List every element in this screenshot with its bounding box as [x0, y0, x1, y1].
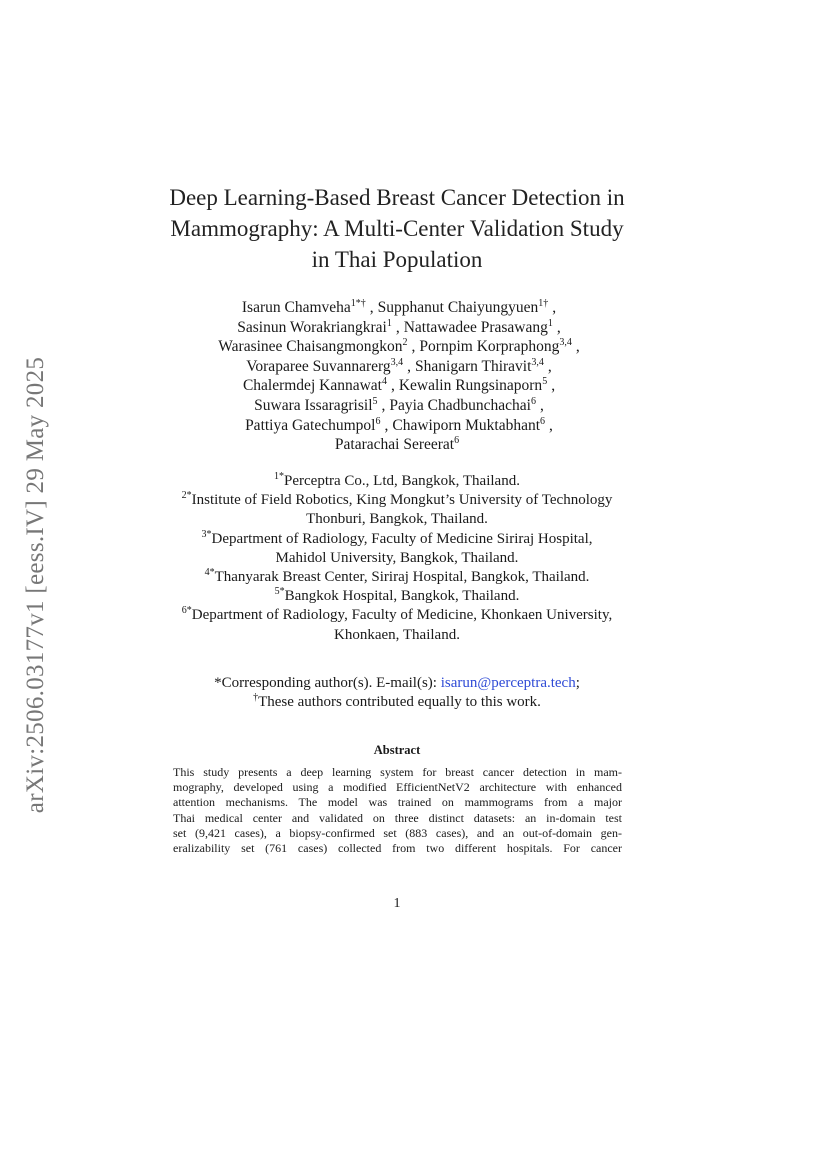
affiliation-text: Department of Radiology, Faculty of Medicine Siriraj Hospital, — [211, 530, 593, 547]
author-name — [389, 397, 536, 414]
author-line: Sasinun Worakriangkrai$^1$ , Nattawadee Prasawang$^1$ , — [237, 317, 561, 336]
affiliation-line — [130, 587, 664, 606]
author-affiliation-mark: 2 — [402, 337, 408, 349]
arxiv-identifier-stamp — [18, 330, 54, 840]
author-name — [245, 417, 380, 434]
author-affiliation-mark: 6 — [375, 415, 381, 427]
abstract-line: set (9,421 cases), a biopsy-confirmed set (883 cases), and an out-of-domain gen- — [173, 825, 622, 840]
author-affiliation-mark: 6 — [540, 415, 546, 427]
author-line — [150, 435, 644, 455]
email-suffix: ; — [575, 675, 580, 691]
author-name — [237, 319, 392, 336]
author-affiliation-mark: 3,4 — [390, 356, 404, 368]
author-affiliation-mark: 1† — [538, 297, 549, 309]
author-name-text: Shanigarn Thiravit — [415, 357, 532, 375]
email-link[interactable]: isarun@perceptra.tech — [440, 675, 576, 691]
affiliation-line — [130, 606, 664, 625]
contact-info — [130, 674, 664, 712]
equal-contribution-line — [130, 693, 664, 712]
affiliation-text: Thanyarak Breast Center, Siriraj Hospital, Bangkok, Thailand. — [214, 569, 590, 586]
author-name — [419, 338, 571, 355]
affiliation-mark: 6* — [181, 605, 192, 617]
affiliation-text: Institute of Field Robotics, King Mongkut’s University of Technology — [191, 492, 613, 509]
affiliation-line — [130, 491, 664, 510]
author-name-text: Pornpim Korpraphong — [419, 338, 560, 356]
author-name-text: Kewalin Rungsinaporn — [398, 377, 543, 395]
author-name-text: Supphanut Chaiyungyuen — [377, 299, 539, 316]
author-name-text: Suwara Issaragrisil — [254, 396, 373, 414]
author-name-text: Sasinun Worakriangkrai — [237, 318, 387, 336]
affiliation-mark: 3* — [201, 528, 212, 540]
author-name-text: Patarachai Sereerat — [334, 436, 455, 454]
author-affiliation-mark: 1 — [547, 317, 553, 329]
author-name-text: Chawiporn Muktabhant — [392, 416, 541, 434]
affiliation-mark: 2* — [181, 490, 192, 502]
author-affiliation-mark: 6 — [454, 435, 460, 446]
author-name — [246, 358, 403, 375]
author-name — [242, 299, 366, 316]
page-number: 1 — [393, 896, 401, 911]
author-name-text: Isarun Chamveha — [241, 299, 351, 316]
author-name — [254, 397, 377, 414]
affiliation-line — [130, 549, 664, 568]
affiliation-text: Perceptra Co., Ltd, Bangkok, Thailand. — [284, 473, 520, 489]
abstract-line: eralizability set (761 cases) collected from two different hospitals. For cancer — [173, 840, 622, 855]
author-name-text: Pattiya Gatechumpol — [245, 416, 376, 434]
author-affiliation-mark: 3,4 — [531, 356, 544, 368]
author-name — [218, 338, 407, 355]
affiliation-line — [130, 510, 664, 529]
author-name — [404, 319, 553, 336]
affiliation-mark: 5* — [274, 586, 285, 598]
equal-contribution-text: These authors contributed equally to this work. — [258, 694, 541, 711]
arxiv-identifier-text: arXiv:2506.03177v1 [eess.IV] 29 May 2025 — [22, 356, 49, 814]
author-name — [415, 358, 544, 375]
author-affiliation-mark: 3,4 — [559, 337, 572, 349]
author-name — [378, 299, 549, 316]
abstract-line: attention mechanisms. The model was trained on mammograms from a major — [173, 795, 622, 810]
author-line: Voraparee Suvannarerg$^{3,4}$ , Shanigarn Thiravit$^{3,4}$ , — [246, 356, 552, 375]
affiliation-line — [130, 472, 664, 491]
affiliation-mark: 1* — [274, 471, 285, 482]
author-affiliation-mark: 4 — [381, 376, 387, 388]
author-name-text: Payia Chadbunchachai — [389, 396, 531, 414]
corresponding-author-prefix: *Corresponding author(s). E-mail(s): — [214, 675, 441, 691]
author-line: Pattiya Gatechumpol$^6$ , Chawiporn Muktabhant$^6$ , — [245, 415, 553, 434]
author-line: Chalermdej Kannawat$^4$ , Kewalin Rungsinaporn$^5$ , — [242, 376, 556, 395]
author-name — [335, 436, 459, 453]
affiliation-text: Bangkok Hospital, Bangkok, Thailand. — [284, 588, 520, 605]
title-line: in Thai Population — [311, 247, 483, 272]
author-name — [399, 377, 547, 394]
author-name — [392, 417, 545, 434]
affiliation-text: Thonburi, Bangkok, Thailand. — [306, 511, 488, 528]
author-line: Suwara Issaragrisil$^5$ , Payia Chadbunchachai$^6$ , — [254, 395, 544, 414]
affiliation-list — [130, 472, 664, 645]
affiliation-line — [130, 530, 664, 549]
author-list — [150, 298, 644, 455]
author-name-text: Voraparee Suvannarerg — [246, 357, 391, 375]
corresponding-author-line — [130, 674, 664, 693]
author-line: Isarun Chamveha$^{1*\dagger}$ , Supphanut Chaiyungyuen$^{1\dagger}$ , — [241, 297, 557, 316]
affiliation-line — [130, 568, 664, 587]
title-line: Mammography: A Multi-Center Validation Study — [170, 216, 624, 241]
author-name-text: Warasinee Chaisangmongkon — [218, 338, 403, 356]
abstract-line: Thai medical center and validated on three distinct datasets: an in-domain test — [173, 810, 622, 825]
affiliation-text: Khonkaen, Thailand. — [334, 626, 460, 643]
abstract-line: This study presents a deep learning system for breast cancer detection in mam- — [173, 765, 622, 779]
affiliation-mark: 4* — [204, 567, 215, 579]
author-affiliation-mark: 1*† — [350, 297, 366, 309]
author-line: Warasinee Chaisangmongkon$^2$ , Pornpim Korpraphong$^{3,4}$ , — [218, 337, 580, 356]
author-name-text: Nattawadee Prasawang — [403, 318, 548, 336]
affiliation-line — [130, 626, 664, 645]
author-affiliation-mark: 5 — [542, 376, 548, 388]
author-affiliation-mark: 6 — [530, 395, 536, 407]
author-affiliation-mark: 5 — [372, 395, 378, 407]
dagger-mark: † — [253, 692, 259, 704]
affiliation-text: Mahidol University, Bangkok, Thailand. — [275, 549, 519, 566]
title-line: Deep Learning-Based Breast Cancer Detection in — [169, 185, 625, 210]
paper-title — [130, 182, 664, 275]
abstract-heading: Abstract — [373, 743, 421, 757]
abstract-line: mography, developed using a modified EfficientNetV2 architecture with enhanced — [173, 780, 622, 795]
author-name — [243, 377, 387, 394]
author-affiliation-mark: 1 — [386, 317, 392, 329]
author-name-text: Chalermdej Kannawat — [242, 377, 382, 395]
abstract-body — [173, 765, 622, 856]
affiliation-text: Department of Radiology, Faculty of Medicine, Khonkaen University, — [191, 607, 613, 624]
